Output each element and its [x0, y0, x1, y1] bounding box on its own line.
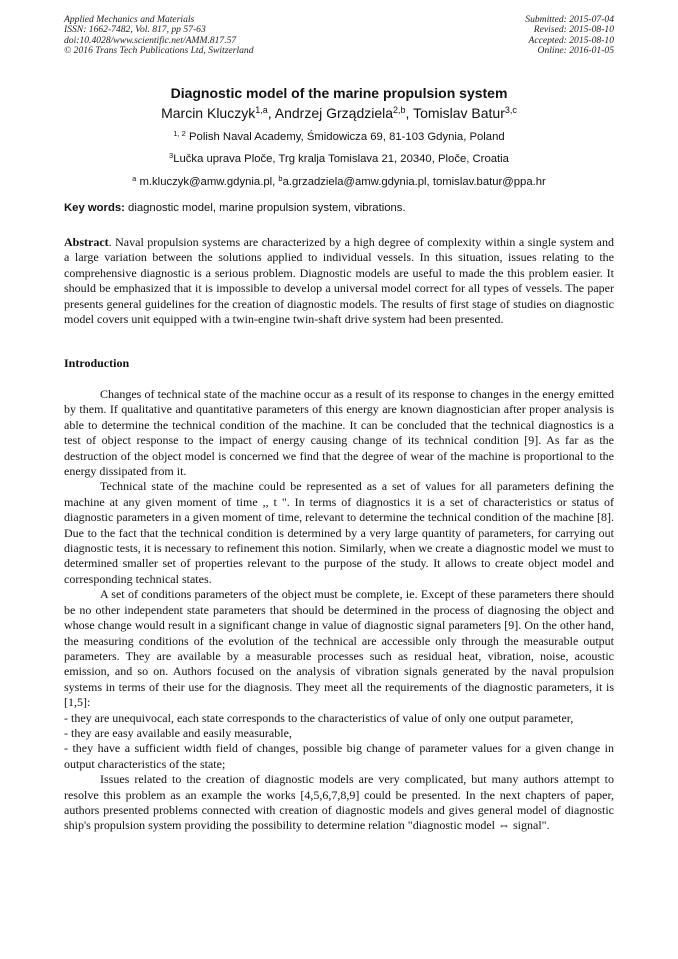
keywords-label: Key words: [64, 202, 125, 214]
affiliation: $^3$Lučka uprava Ploče, Trg kralja Tomislava 21, 20340, Ploče, Croatia [169, 151, 509, 165]
date-accepted: Accepted: 2015-08-10 [528, 34, 614, 46]
paragraph: A set of conditions parameters of the object must be complete, ie. Except of these parameters there should be no other independent state parameters that should be determined in the process of diagnosing the object and whose change would result in a significant change in value of diagnostic signal parameters [9]. On the other hand, the measuring conditions of the evolution of the technical are accessible only through the measurable output parameters. They are available by a measurable processes such as residual heat, vibration, noise, acoustic emission, and so on. Authors focused on the analysis of vibration signals generated by the naval propulsion systems in terms of their use for the diagnosis. They meet all the requirements of the diagnostic parameters, it is [1,5]: [64, 587, 614, 710]
list-item: - they are easy available and easily measurable, [64, 725, 292, 740]
author-affiliation-mark: 1,a [255, 105, 268, 115]
journal-doi: doi:10.4028/www.scientific.net/AMM.817.57 [64, 34, 237, 46]
introduction-body [64, 387, 614, 834]
paragraph: Issues related to the creation of diagnostic models are very complicated, but many authors attempt to resolve this problem as an example the works [4,5,6,7,8,9] could be presented. In the next chapters of paper, authors presented problems connected with creation of diagnostic models and gives general model of diagnostic ship's propulsion system providing the possibility to determine relation "diagnostic model ⇔ signal". [64, 772, 614, 833]
date-online: Online: 2016-01-05 [537, 45, 614, 57]
paragraph: Changes of technical state of the machine occur as a result of its response to changes in the energy emitted by them. If qualitative and quantitative parameters of this energy are known diagnostician after proper analysis is able to determine the technical condition of the machine. It can be concluded that the technical diagnostics is a test of object response to the impact of energy causing change of its technical condition [9]. As far as the destruction of the object model is concerned we find that the degree of wear of the machine is proportional to the energy dissipated from it. [64, 387, 614, 479]
abstract-label: Abstract [64, 235, 109, 249]
author-affiliation-mark: 2,b [393, 105, 406, 115]
date-revised: Revised: 2015-08-10 [533, 24, 614, 36]
list-item: - they are unequivocal, each state corresponds to the characteristics of value of only one output parameter, [64, 710, 574, 725]
affiliation: $^{1, 2}$ Polish Naval Academy, Śmidowicza 69, 81-103 Gdynia, Poland [173, 129, 505, 143]
author-affiliation-mark: 3,c [504, 105, 517, 115]
paragraph: Technical state of the machine could be represented as a set of values for all parameters defining the machine at any given moment of time ,, t ". In terms of diagnostics it is a set of characteristics or status of diagnostic parameters in a given moment of time, relevant to determine the technical condition of the machine [8]. Due to the fact that the technical condition is determined by a very large quantity of parameters, for carrying out diagnostic tests, it is necessary to refinement this notion. Similarly, when we create a diagnostic model we must to determined smaller set of properties relevant to the purpose of the study. It allows to create object model and corresponding technical states. [64, 479, 614, 586]
journal-name: Applied Mechanics and Materials [64, 14, 195, 25]
keywords [64, 201, 616, 215]
journal-copyright: © 2016 Trans Tech Publications Ltd, Switzerland [64, 45, 254, 57]
list-item: - they have a sufficient width field of changes, possible big change of parameter values for a given change in output characteristics of the state; [64, 741, 614, 771]
author-name: Andrzej Grządziela [274, 105, 394, 121]
date-submitted: Submitted: 2015-07-04 [525, 14, 614, 25]
author-name: Tomislav Batur [413, 105, 505, 121]
abstract-text: . Naval propulsion systems are characterized by a high degree of complexity within a single system and a large variation between the solutions applied to individual vessels. In this situation, issues relating to the comprehensive diagnostic is a serious problem. Diagnostic models are useful to made the this problem easier. It should be emphasized that it is impossible to develop a universal model correct for all types of vessels. The paper presents general guidelines for the creation of diagnostic models. The results of first stage of studies on diagnostic model covers unit equipped with a twin-engine twin-shaft drive system had been presented. [64, 235, 614, 327]
keywords-text: diagnostic model, marine propulsion system, vibrations. [128, 202, 406, 214]
journal-header-left [64, 15, 254, 57]
author-list: Marcin Kluczyk$^{1,a}$, Andrzej Grządziela$^{2,b}$, Tomislav Batur$^{3,c}$ [161, 105, 517, 121]
journal-issn: ISSN: 1662-7482, Vol. 817, pp 57-63 [64, 24, 206, 36]
author-emails: $^a$ m.kluczyk@amw.gdynia.pl, $^b$a.grzadziela@amw.gdynia.pl, tomislav.batur@ppa.hr [132, 174, 546, 188]
paper-title: Diagnostic model of the marine propulsion system [170, 85, 508, 101]
journal-header-right [525, 15, 614, 57]
section-heading: Introduction [64, 356, 130, 370]
abstract [64, 235, 614, 327]
author-name: Marcin Kluczyk [161, 105, 256, 121]
